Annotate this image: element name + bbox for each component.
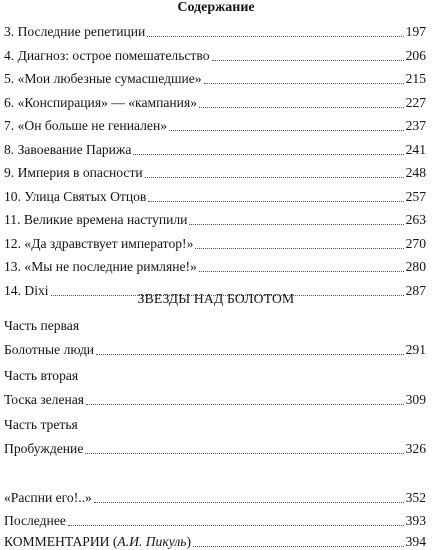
dot-leader bbox=[133, 154, 403, 155]
toc-entry-page: 326 bbox=[405, 441, 426, 456]
part-label: Часть вторая bbox=[4, 368, 79, 383]
dot-leader bbox=[94, 502, 404, 503]
toc-entry-title: Болотные люди bbox=[4, 342, 95, 357]
toc-entry-title: Тоска зеленая bbox=[4, 392, 85, 407]
toc-entry[interactable] bbox=[4, 437, 426, 457]
toc-entry-page: 227 bbox=[405, 94, 426, 110]
dot-leader bbox=[212, 60, 404, 61]
toc-entry-page: 393 bbox=[405, 513, 426, 528]
part-label: Часть первая bbox=[4, 318, 80, 333]
dot-leader bbox=[148, 201, 403, 202]
toc-entry-title: 7. «Он больше не гениален» bbox=[4, 118, 168, 133]
dot-leader bbox=[96, 354, 404, 355]
dot-leader bbox=[85, 453, 403, 454]
toc-entry-title bbox=[4, 533, 192, 550]
toc-entry-page: 215 bbox=[405, 71, 426, 86]
toc-entry-title: 13. «Мы не последние римляне!» bbox=[4, 259, 197, 274]
toc-entry-title: 3. Последние репетиции bbox=[4, 24, 146, 39]
dot-leader bbox=[86, 404, 404, 405]
commentary-suffix: ) bbox=[186, 534, 192, 549]
toc-entry-page: 241 bbox=[405, 141, 426, 157]
toc-entry[interactable] bbox=[4, 509, 426, 529]
toc-entry-page: 352 bbox=[405, 490, 426, 505]
toc-entry-page: 394 bbox=[405, 534, 426, 549]
toc-entry-title: 14. Dixi bbox=[4, 282, 49, 298]
toc-entry[interactable] bbox=[4, 67, 426, 87]
toc-entry-title: Пробуждение bbox=[4, 441, 84, 456]
dot-leader bbox=[199, 107, 404, 108]
toc-entry-page: 309 bbox=[405, 392, 426, 407]
toc-entry[interactable] bbox=[4, 232, 426, 252]
toc-entry[interactable] bbox=[4, 91, 426, 111]
dot-leader bbox=[204, 83, 404, 84]
dot-leader bbox=[195, 248, 403, 249]
commentary-prefix: КОММЕНТАРИИ ( bbox=[4, 534, 118, 549]
toc-entry-title: 12. «Да здравствует император!» bbox=[4, 235, 194, 251]
toc-entry-page: 270 bbox=[405, 235, 426, 251]
commentary-author: А.И. Пикуль bbox=[117, 534, 187, 549]
contents-heading: Содержание bbox=[177, 0, 255, 15]
dot-leader bbox=[169, 130, 404, 131]
toc-entry-page: 248 bbox=[405, 165, 426, 180]
toc-entry-page: 206 bbox=[405, 47, 426, 63]
toc-entry[interactable] bbox=[4, 530, 426, 550]
toc-entry-title: 9. Империя в опасности bbox=[4, 165, 143, 180]
toc-entry-title: «Распни его!..» bbox=[4, 490, 92, 505]
toc-entry-page: 197 bbox=[405, 24, 426, 39]
section-title: ЗВЕЗДЫ НАД БОЛОТОМ bbox=[137, 291, 295, 306]
toc-entry-title: 6. «Конспирация» — «кампания» bbox=[4, 94, 197, 110]
toc-entry-title: 10. Улица Святых Отцов bbox=[4, 188, 147, 204]
dot-leader bbox=[199, 271, 404, 272]
toc-entry[interactable] bbox=[4, 388, 426, 408]
toc-entry[interactable] bbox=[4, 208, 426, 228]
toc-entry[interactable] bbox=[4, 486, 426, 506]
toc-entry-title: Последнее bbox=[4, 513, 66, 528]
dot-leader bbox=[189, 224, 403, 225]
toc-entry[interactable] bbox=[4, 255, 426, 275]
dot-leader bbox=[147, 36, 403, 37]
toc-entry-page: 280 bbox=[405, 259, 426, 274]
dot-leader bbox=[68, 525, 404, 526]
toc-entry-title: 11. Великие времена наступили bbox=[4, 212, 188, 227]
toc-entry[interactable] bbox=[4, 138, 426, 158]
toc-entry[interactable] bbox=[4, 161, 426, 181]
toc-entry-page: 237 bbox=[405, 118, 426, 133]
toc-entry-title: 5. «Мои любезные сумасшедшие» bbox=[4, 71, 202, 86]
dot-leader bbox=[193, 546, 404, 547]
toc-entry-page: 257 bbox=[405, 188, 426, 204]
toc-entry-page: 263 bbox=[405, 212, 426, 227]
toc-entry[interactable] bbox=[4, 114, 426, 134]
toc-entry-title: 8. Завоевание Парижа bbox=[4, 141, 132, 157]
toc-entry[interactable] bbox=[4, 185, 426, 205]
dot-leader bbox=[145, 177, 404, 178]
toc-entry-page: 291 bbox=[405, 342, 426, 357]
toc-entry-title: 4. Диагноз: острое помешательство bbox=[4, 47, 210, 63]
part-label: Часть третья bbox=[4, 417, 78, 432]
toc-entry[interactable] bbox=[4, 44, 426, 64]
toc-entry-page: 287 bbox=[405, 282, 426, 298]
toc-entry[interactable] bbox=[4, 338, 426, 358]
toc-entry[interactable] bbox=[4, 20, 426, 40]
